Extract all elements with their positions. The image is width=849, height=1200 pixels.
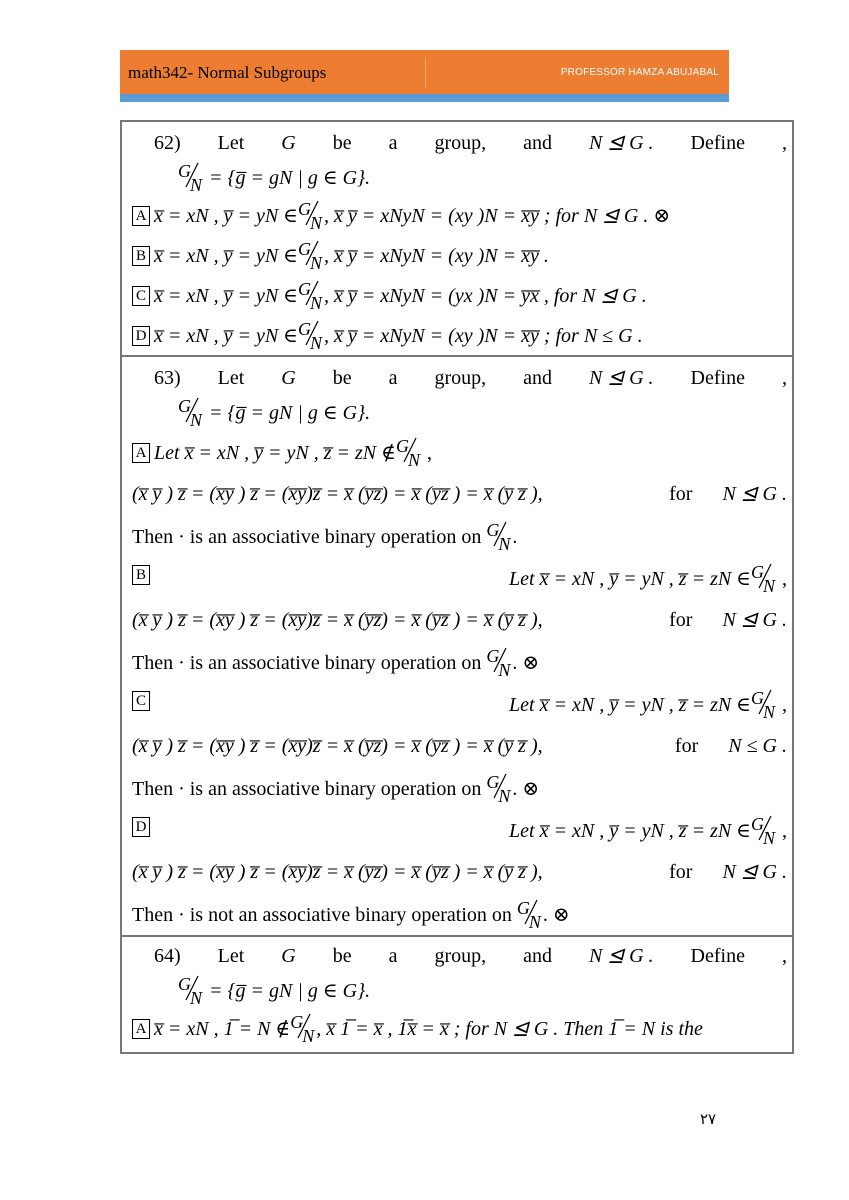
q62-option-d[interactable]: D x̅ = xN , y̅ = yN ∈ G N , x̅ y̅ = xNyN = (xy )N = x̅y̅ ; for N ≤ G . <box>132 322 643 349</box>
option-a-label: A <box>132 206 150 226</box>
header-title: math342- Normal Subgroups <box>128 63 327 82</box>
q63-d-then: Then · is not an associative binary operation on G N . ⊗ <box>132 898 570 932</box>
q62-option-c[interactable]: C x̅ = xN , y̅ = yN ∈ G N , x̅ y̅ = xNyN = (yx )N = y̅x̅ , for N ⊴ G . <box>132 282 647 309</box>
question-64-box <box>120 937 794 1054</box>
q62-option-b[interactable]: B x̅ = xN , y̅ = yN ∈ G N , x̅ y̅ = xNyN = (xy )N = x̅y̅ . <box>132 242 549 269</box>
q64-coset-definition: G N = {g̅ = gN | g ∈ G}. <box>178 974 371 1008</box>
q62-coset-definition: G N = {g̅ = gN | g ∈ G}. <box>178 161 371 195</box>
q63-a-assoc-line: (x̅ y̅ ) z̅ = (x̅y̅ ) z̅ = (x̅y̅)z̅ = x̅ (y̅z̅) = x̅ (y̅z̅ ) = x̅ (y̅ z̅ ), for N ⊴ G . <box>132 483 787 505</box>
q63-b-then: Then · is an associative binary operation on G N . ⊗ <box>132 646 540 680</box>
q64-option-a[interactable]: A x̅ = xN , 1̅ = N ∉ G N , x̅ 1̅ = x̅ , 1̅x̅ = x̅ ; for N ⊴ G . Then 1̅ = N is the <box>132 1015 703 1042</box>
q63-a-then: Then · is an associative binary operation on G N . <box>132 520 518 554</box>
option-d-label: D <box>132 326 150 346</box>
q64-intro: 64) Let G be a group, and N ⊴ G . Define , <box>154 945 787 967</box>
header-author: PROFESSOR HAMZA ABUJABAL <box>560 67 719 78</box>
page-header <box>120 50 729 94</box>
header-strip <box>120 94 729 102</box>
q63-option-a[interactable]: A Let x̅ = xN , y̅ = yN , z̅ = zN ∉ G N , <box>132 439 432 466</box>
q63-c-assoc-line: (x̅ y̅ ) z̅ = (x̅y̅ ) z̅ = (x̅y̅)z̅ = x̅ (y̅z̅) = x̅ (y̅z̅ ) = x̅ (y̅ z̅ ), for N ≤ G . <box>132 735 787 757</box>
q63-b-assoc-line: (x̅ y̅ ) z̅ = (x̅y̅ ) z̅ = (x̅y̅)z̅ = x̅ (y̅z̅) = x̅ (y̅z̅ ) = x̅ (y̅ z̅ ), for N ⊴ G . <box>132 609 787 631</box>
question-62-box <box>120 120 794 357</box>
q63-option-b[interactable]: B Let x̅ = xN , y̅ = yN , z̅ = zN ∈ G N , <box>132 565 787 592</box>
option-c-label: C <box>132 286 150 306</box>
q63-option-d[interactable]: D Let x̅ = xN , y̅ = yN , z̅ = zN ∈ G N , <box>132 817 787 844</box>
q63-c-then: Then · is an associative binary operation on G N . ⊗ <box>132 772 540 806</box>
q63-option-c[interactable]: C Let x̅ = xN , y̅ = yN , z̅ = zN ∈ G N , <box>132 691 787 718</box>
header-separator <box>425 58 426 88</box>
q62-intro: 62) Let G be a group, and N ⊴ G . Define , <box>154 132 787 154</box>
option-b-label: B <box>132 246 150 266</box>
q63-coset-definition: G N = {g̅ = gN | g ∈ G}. <box>178 396 371 430</box>
question-63-box <box>120 357 794 937</box>
q63-intro: 63) Let G be a group, and N ⊴ G . Define , <box>154 367 787 389</box>
quotient-symbol: G N <box>178 161 203 195</box>
page-number: ٢٧ <box>700 1112 717 1128</box>
q62-option-a[interactable]: A x̅ = xN , y̅ = yN ∈ G N , x̅ y̅ = xNyN = (xy )N = x̅y̅ ; for N ⊴ G . ⊗ <box>132 202 670 229</box>
q63-d-assoc-line: (x̅ y̅ ) z̅ = (x̅y̅ ) z̅ = (x̅y̅)z̅ = x̅ (y̅z̅) = x̅ (y̅z̅ ) = x̅ (y̅ z̅ ), for N ⊴ G . <box>132 861 787 883</box>
